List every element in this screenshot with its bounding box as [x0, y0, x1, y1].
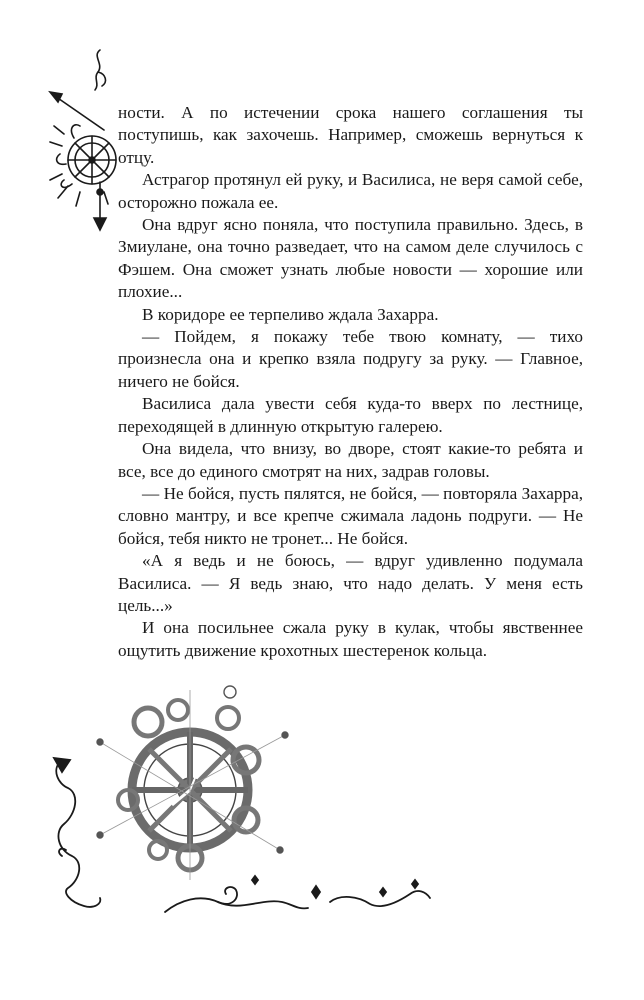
- paragraph: ности. А по истечении срока нашего соглашения ты поступишь, как захочешь. Например, сможешь вернуться к отцу.: [118, 103, 583, 167]
- compass-sun-ornament: [40, 42, 120, 232]
- book-page-text: [118, 102, 583, 662]
- clockwork-gears-ornament: [40, 680, 440, 920]
- paragraph: Василиса дала увести себя куда-то вверх по лестнице, переходящей в длинную открытую галерею.: [118, 394, 583, 436]
- paragraph: Она видела, что внизу, во дворе, стоят какие-то ребята и все, все до единого смотрят на них, задрав головы.: [118, 439, 583, 481]
- paragraph: — Пойдем, я покажу тебе твою комнату, — тихо произнесла она и крепко взяла подругу за руку. — Главное, ничего не бойся.: [118, 327, 583, 391]
- paragraph: Астрагор протянул ей руку, и Василиса, не веря самой себе, осторожно пожала ее.: [118, 170, 583, 212]
- paragraph: — Не бойся, пусть пялятся, не бойся, — повторяла Захарра, словно мантру, и все крепче сжимала ладонь подруги. — Не бойся, тебя никто не тронет... Не бойся.: [118, 483, 583, 548]
- paragraph: Она вдруг ясно поняла, что поступила правильно. Здесь, в Змиулане, она точно разведает, что на самом деле случилось с Фэшем. Она сможет узнать любые новости — хорошие или плохие...: [118, 215, 583, 302]
- paragraph: В коридоре ее терпеливо ждала Захарра.: [142, 304, 439, 324]
- paragraph: И она посильнее сжала руку в кулак, чтобы явственнее ощутить движение крохотных шестеренок кольца.: [118, 618, 583, 660]
- paragraph: «А я ведь и не боюсь, — вдруг удивленно подумала Василиса. — Я ведь знаю, что надо делать. У меня есть цель...»: [118, 551, 583, 615]
